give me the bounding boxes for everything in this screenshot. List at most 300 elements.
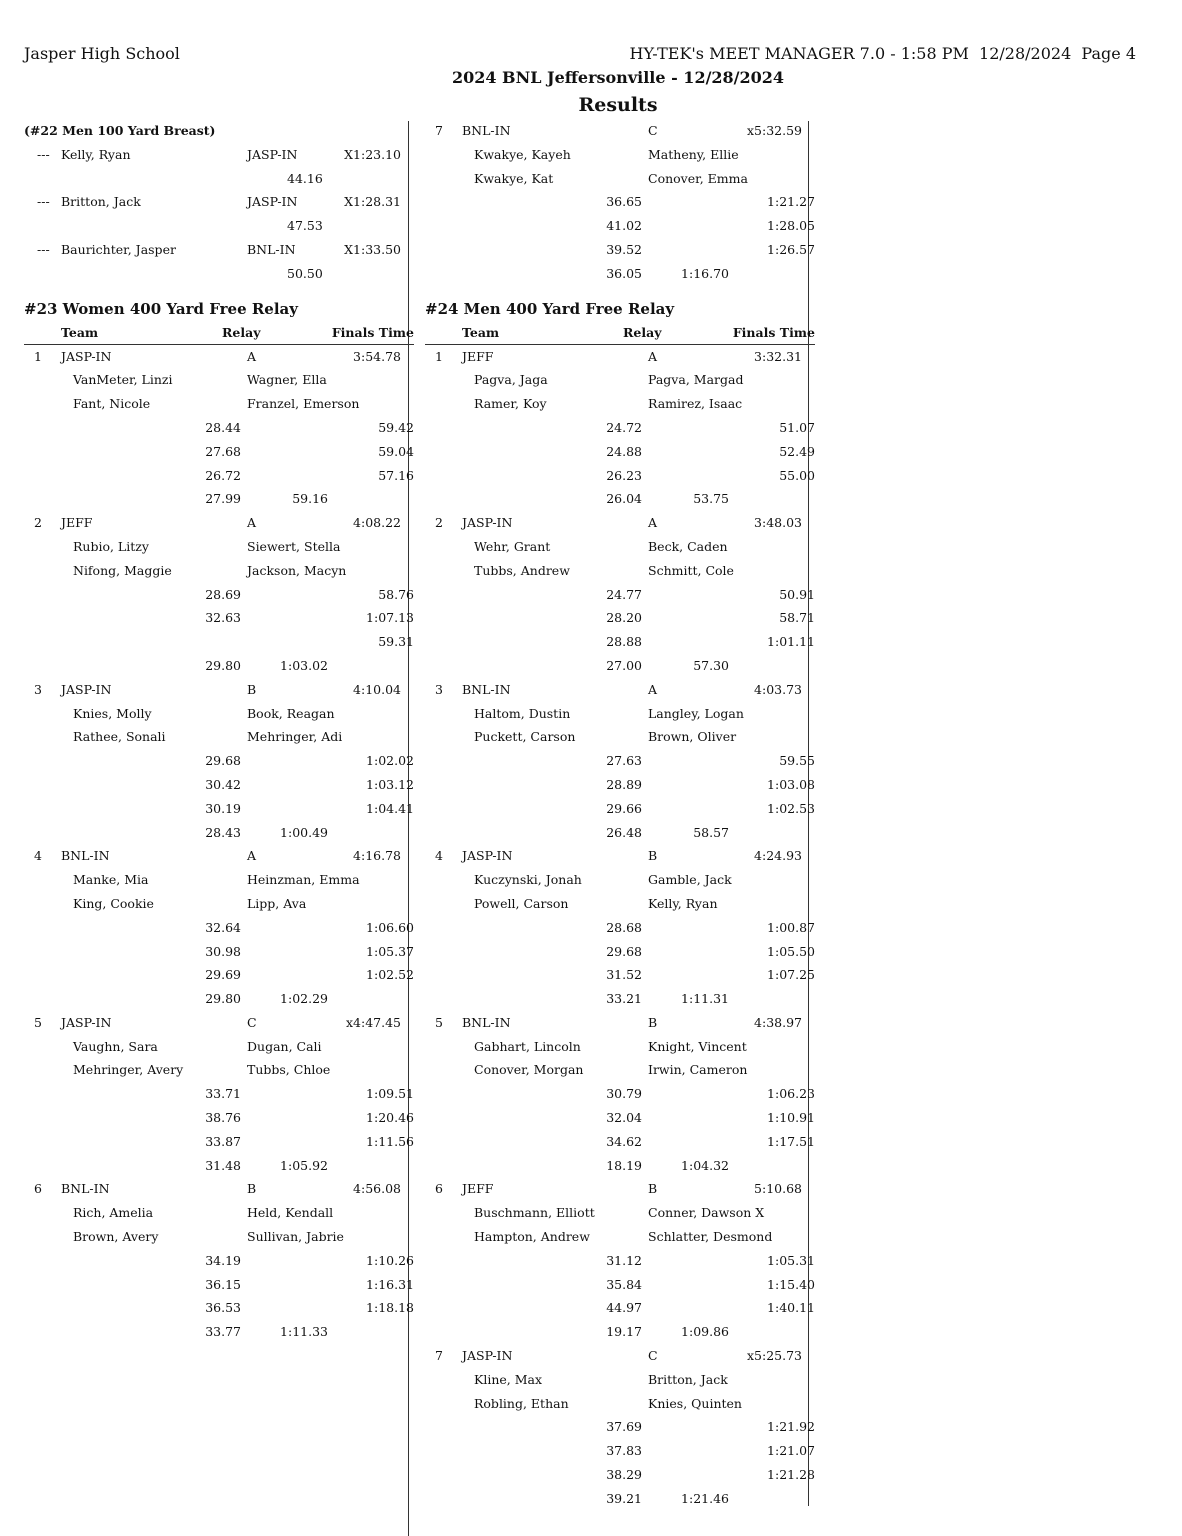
event-title-text: (#22 Men 100 Yard Breast)	[24, 123, 216, 138]
split-time: 28.43	[205, 824, 241, 840]
swimmer-1: Kuczynski, Jonah	[474, 872, 582, 888]
split-time: 26.23	[606, 467, 642, 483]
cumulative-split: 58.71	[779, 610, 815, 626]
finals-time: X1:33.50	[344, 241, 401, 257]
result-row	[425, 416, 815, 440]
result-row	[425, 583, 815, 607]
split-time: 33.21	[606, 991, 642, 1007]
finals-time: 4:16.78	[353, 848, 401, 864]
leg-time: 1:05.92	[280, 1157, 328, 1173]
result-row	[425, 725, 815, 749]
swimmer-4: Mehringer, Adi	[247, 729, 343, 745]
result-row	[425, 892, 815, 916]
split-time: 30.19	[205, 800, 241, 816]
cumulative-split: 1:40.11	[767, 1300, 815, 1316]
team-name: BNL-IN	[462, 681, 511, 697]
swimmer-3: Puckett, Carson	[474, 729, 576, 745]
team-name: JASP-IN	[247, 146, 298, 162]
split-time: 29.80	[205, 657, 241, 673]
relay-letter: A	[247, 515, 257, 531]
result-row	[425, 511, 815, 535]
team-name: JASP-IN	[462, 1348, 513, 1364]
cumulative-split: 1:03.12	[366, 776, 414, 792]
cumulative-split: 1:21.27	[767, 194, 815, 210]
place: 4	[435, 848, 443, 864]
result-row	[425, 678, 815, 702]
place: 2	[435, 515, 443, 531]
finals-time: 4:08.22	[353, 515, 401, 531]
result-row	[425, 238, 815, 262]
split-time: 47.53	[287, 218, 323, 234]
result-row	[425, 119, 815, 143]
split-time: 38.76	[205, 1110, 241, 1126]
swimmer-1: Manke, Mia	[73, 872, 149, 888]
cumulative-split: 1:17.51	[767, 1133, 815, 1149]
result-row	[24, 678, 414, 702]
result-row	[425, 167, 815, 191]
result-row	[24, 702, 414, 726]
swimmer-2: Gamble, Jack	[648, 872, 732, 888]
split-time: 33.87	[205, 1133, 241, 1149]
leg-time: 1:02.29	[280, 991, 328, 1007]
cumulative-split: 55.00	[779, 467, 815, 483]
split-time: 30.79	[606, 1086, 642, 1102]
result-row	[425, 821, 815, 845]
header-meet-manager: HY-TEK's MEET MANAGER 7.0 - 1:58 PM 12/28/2024 Page 4	[629, 44, 1136, 63]
result-row	[24, 654, 414, 678]
result-row	[425, 1487, 815, 1511]
swimmer-2: Matheny, Ellie	[648, 146, 739, 162]
team-name: JASP-IN	[462, 515, 513, 531]
result-row	[24, 1249, 414, 1273]
cumulative-split: 1:01.11	[767, 634, 815, 650]
event-title	[24, 298, 414, 322]
result-row	[425, 1320, 815, 1344]
split-time: 31.48	[205, 1157, 241, 1173]
split-time: 39.52	[606, 241, 642, 257]
result-row	[24, 583, 414, 607]
swimmer-3: Ramer, Koy	[474, 396, 547, 412]
cumulative-split: 1:07.13	[366, 610, 414, 626]
split-time: 35.84	[606, 1276, 642, 1292]
result-row	[24, 725, 414, 749]
split-time: 32.04	[606, 1110, 642, 1126]
swimmer-4: Schmitt, Cole	[648, 562, 734, 578]
split-time: 24.72	[606, 419, 642, 435]
split-time: 24.77	[606, 586, 642, 602]
result-row	[425, 1130, 815, 1154]
swimmer-3: Nifong, Maggie	[73, 562, 172, 578]
result-row	[24, 167, 414, 191]
header-school: Jasper High School	[24, 44, 180, 63]
split-time: 26.48	[606, 824, 642, 840]
swimmer-2: Conner, Dawson X	[648, 1205, 765, 1221]
team-name: BNL-IN	[462, 1014, 511, 1030]
swimmer-1: Gabhart, Lincoln	[474, 1038, 581, 1054]
place: ---	[37, 241, 50, 257]
result-row	[24, 1296, 414, 1320]
swimmer-3: Hampton, Andrew	[474, 1229, 590, 1245]
col-finals: Finals Time	[331, 324, 414, 340]
split-time: 29.68	[606, 943, 642, 959]
cumulative-split: 1:07.25	[767, 967, 815, 983]
result-row	[425, 606, 815, 630]
result-row	[24, 440, 414, 464]
result-row	[24, 749, 414, 773]
split-time: 18.19	[606, 1157, 642, 1173]
result-row	[24, 238, 414, 262]
swimmer-4: Lipp, Ava	[247, 895, 307, 911]
split-time: 44.16	[287, 170, 323, 186]
result-row	[24, 1058, 414, 1082]
split-time: 50.50	[287, 265, 323, 281]
cumulative-split: 1:09.51	[366, 1086, 414, 1102]
leg-time: 1:09.86	[681, 1324, 729, 1340]
team-name: JASP-IN	[61, 1014, 112, 1030]
cumulative-split: 1:05.37	[366, 943, 414, 959]
finals-time: x5:32.59	[747, 123, 802, 138]
cumulative-split: 1:06.23	[767, 1086, 815, 1102]
swimmer-name: Britton, Jack	[61, 194, 141, 210]
leg-time: 59.16	[292, 491, 328, 507]
leg-time: 1:16.70	[681, 265, 729, 281]
col-relay: Relay	[222, 324, 261, 340]
cumulative-split: 1:21.92	[767, 1419, 815, 1435]
result-row	[24, 1154, 414, 1178]
split-time: 24.88	[606, 443, 642, 459]
place: 7	[435, 123, 443, 138]
cumulative-split: 1:10.91	[767, 1110, 815, 1126]
cumulative-split: 1:02.53	[767, 800, 815, 816]
result-row	[425, 1177, 815, 1201]
split-time: 36.65	[606, 194, 642, 210]
swimmer-1: Rubio, Litzy	[73, 538, 149, 554]
result-row	[425, 1011, 815, 1035]
place: 7	[435, 1348, 443, 1364]
swimmer-4: Sullivan, Jabrie	[247, 1229, 344, 1245]
result-row	[425, 868, 815, 892]
relay-letter: B	[648, 1014, 658, 1030]
result-row	[425, 940, 815, 964]
team-name: JEFF	[462, 1181, 494, 1197]
result-row	[24, 1273, 414, 1297]
split-time: 28.20	[606, 610, 642, 626]
result-row	[425, 368, 815, 392]
relay-letter: A	[648, 681, 658, 697]
place: ---	[37, 146, 50, 162]
result-row	[24, 535, 414, 559]
result-row	[425, 987, 815, 1011]
swimmer-1: Pagva, Jaga	[474, 372, 548, 388]
swimmer-2: Siewert, Stella	[247, 538, 341, 554]
results-heading: Results	[578, 94, 658, 116]
split-time: 27.00	[606, 657, 642, 673]
cumulative-split: 1:02.02	[366, 753, 414, 769]
swimmer-3: King, Cookie	[73, 895, 154, 911]
result-row	[24, 963, 414, 987]
result-row	[24, 987, 414, 1011]
swimmer-name: Baurichter, Jasper	[61, 241, 176, 257]
result-row	[425, 392, 815, 416]
split-time: 41.02	[606, 218, 642, 234]
split-time: 27.68	[205, 443, 241, 459]
split-time: 27.63	[606, 753, 642, 769]
result-row	[425, 1058, 815, 1082]
swimmer-2: Wagner, Ella	[247, 372, 327, 388]
result-row	[24, 143, 414, 167]
swimmer-2: Beck, Caden	[648, 538, 728, 554]
team-name: BNL-IN	[61, 848, 110, 864]
cumulative-split: 1:15.40	[767, 1276, 815, 1292]
cumulative-split: 59.04	[378, 443, 414, 459]
result-row	[425, 1225, 815, 1249]
split-time: 29.80	[205, 991, 241, 1007]
finals-time: 5:10.68	[754, 1181, 802, 1197]
cumulative-split: 1:06.60	[366, 919, 414, 935]
split-time: 31.12	[606, 1252, 642, 1268]
relay-letter: A	[648, 348, 658, 364]
event-title	[425, 298, 815, 322]
swimmer-4: Jackson, Macyn	[247, 562, 347, 578]
col-relay: Relay	[623, 324, 662, 340]
cumulative-split: 59.42	[378, 419, 414, 435]
swimmer-1: VanMeter, Linzi	[73, 372, 173, 388]
result-row	[24, 1035, 414, 1059]
leg-time: 58.57	[693, 824, 729, 840]
result-row	[24, 821, 414, 845]
result-row	[425, 1082, 815, 1106]
result-row	[24, 464, 414, 488]
split-time: 36.15	[205, 1276, 241, 1292]
swimmer-4: Knies, Quinten	[648, 1395, 742, 1411]
result-row	[24, 1082, 414, 1106]
swimmer-2: Langley, Logan	[648, 705, 744, 721]
place: 1	[34, 348, 42, 364]
result-row	[24, 892, 414, 916]
left-column	[24, 119, 414, 1344]
swimmer-4: Kelly, Ryan	[648, 895, 718, 911]
result-row	[24, 392, 414, 416]
team-name: JEFF	[61, 515, 93, 531]
result-row	[24, 190, 414, 214]
result-row	[24, 1320, 414, 1344]
leg-time: 1:21.46	[681, 1490, 729, 1506]
team-name: JASP-IN	[462, 848, 513, 864]
swimmer-3: Rathee, Sonali	[73, 729, 166, 745]
team-name: BNL-IN	[247, 241, 296, 257]
split-time: 19.17	[606, 1324, 642, 1340]
result-row	[425, 214, 815, 238]
cumulative-split: 1:18.18	[366, 1300, 414, 1316]
result-row	[425, 630, 815, 654]
swimmer-2: Pagva, Margad	[648, 372, 744, 388]
result-row	[24, 416, 414, 440]
finals-time: 4:10.04	[353, 681, 401, 697]
relay-letter: A	[247, 848, 257, 864]
place: ---	[37, 194, 50, 210]
split-time: 37.69	[606, 1419, 642, 1435]
swimmer-4: Ramirez, Isaac	[648, 396, 743, 412]
result-row	[425, 464, 815, 488]
split-time: 37.83	[606, 1443, 642, 1459]
split-time: 26.04	[606, 491, 642, 507]
result-row	[24, 1201, 414, 1225]
result-row	[425, 702, 815, 726]
finals-time: 3:32.31	[754, 348, 802, 364]
cumulative-split: 1:05.31	[767, 1252, 815, 1268]
team-name: JASP-IN	[61, 681, 112, 697]
swimmer-1: Knies, Molly	[73, 705, 152, 721]
split-time: 28.69	[205, 586, 241, 602]
team-name: JEFF	[462, 348, 494, 364]
finals-time: 4:38.97	[754, 1014, 802, 1030]
swimmer-1: Kwakye, Kayeh	[474, 146, 571, 162]
swimmer-2: Held, Kendall	[247, 1205, 334, 1221]
result-row	[425, 654, 815, 678]
split-time: 26.72	[205, 467, 241, 483]
cumulative-split: 58.76	[378, 586, 414, 602]
split-time: 31.52	[606, 967, 642, 983]
result-row	[425, 535, 815, 559]
finals-time: X1:28.31	[344, 194, 401, 210]
result-row	[425, 1201, 815, 1225]
leg-time: 53.75	[693, 491, 729, 507]
leg-time: 1:03.02	[280, 657, 328, 673]
place: 5	[435, 1014, 443, 1030]
swimmer-3: Kwakye, Kat	[474, 170, 554, 186]
place: 6	[435, 1181, 443, 1197]
col-team: Team	[61, 324, 99, 340]
result-row	[425, 1392, 815, 1416]
cumulative-split: 59.55	[779, 753, 815, 769]
result-row	[24, 1011, 414, 1035]
result-row	[425, 1273, 815, 1297]
swimmer-4: Franzel, Emerson	[247, 396, 360, 412]
relay-letter: B	[648, 1181, 658, 1197]
event-title-text: #24 Men 400 Yard Free Relay	[425, 299, 675, 318]
split-time: 29.69	[205, 967, 241, 983]
cumulative-split: 1:05.50	[767, 943, 815, 959]
place: 1	[435, 348, 443, 364]
split-time: 28.88	[606, 634, 642, 650]
column-header-row	[24, 322, 414, 345]
swimmer-1: Kline, Max	[474, 1371, 543, 1387]
place: 3	[34, 681, 42, 697]
team-name: BNL-IN	[61, 1181, 110, 1197]
finals-time: 3:48.03	[754, 515, 802, 531]
swimmer-4: Tubbs, Chloe	[247, 1062, 331, 1078]
result-row	[425, 1415, 815, 1439]
cumulative-split: 1:10.26	[366, 1252, 414, 1268]
leg-time: 1:00.49	[280, 824, 328, 840]
cumulative-split: 1:11.56	[366, 1133, 414, 1149]
result-row	[24, 262, 414, 286]
cumulative-split: 1:20.46	[366, 1110, 414, 1126]
swimmer-2: Book, Reagan	[247, 705, 335, 721]
result-row	[24, 773, 414, 797]
leg-time: 1:11.31	[681, 991, 729, 1007]
place: 2	[34, 515, 42, 531]
result-row	[425, 345, 815, 369]
result-row	[24, 916, 414, 940]
result-row	[24, 630, 414, 654]
split-time: 28.68	[606, 919, 642, 935]
leg-time: 1:04.32	[681, 1157, 729, 1173]
relay-letter: A	[247, 348, 257, 364]
result-row	[24, 1225, 414, 1249]
relay-letter: A	[648, 515, 658, 531]
place: 4	[34, 848, 42, 864]
result-row	[24, 797, 414, 821]
result-row	[425, 440, 815, 464]
place: 6	[34, 1181, 42, 1197]
meet-title: 2024 BNL Jeffersonville - 12/28/2024	[451, 68, 785, 87]
swimmer-4: Conover, Emma	[648, 170, 748, 186]
finals-time: 4:03.73	[754, 681, 802, 697]
swimmer-4: Schlatter, Desmond	[648, 1229, 773, 1245]
result-row	[425, 1249, 815, 1273]
cumulative-split: 1:21.28	[767, 1467, 815, 1483]
relay-letter: C	[247, 1014, 257, 1030]
cumulative-split: 51.07	[779, 419, 815, 435]
result-row	[24, 559, 414, 583]
cumulative-split: 52.49	[779, 443, 815, 459]
result-row	[425, 773, 815, 797]
result-row	[24, 1106, 414, 1130]
result-row	[425, 749, 815, 773]
team-name: JASP-IN	[61, 348, 112, 364]
right-column	[425, 119, 815, 1511]
swimmer-1: Haltom, Dustin	[474, 705, 571, 721]
result-row	[425, 916, 815, 940]
swimmer-3: Robling, Ethan	[474, 1395, 569, 1411]
split-time: 30.42	[205, 776, 241, 792]
split-time: 30.98	[205, 943, 241, 959]
result-row	[425, 797, 815, 821]
split-time: 29.68	[205, 753, 241, 769]
swimmer-2: Dugan, Cali	[247, 1038, 322, 1054]
result-row	[425, 487, 815, 511]
relay-letter: B	[247, 1181, 257, 1197]
split-time: 44.97	[606, 1300, 642, 1316]
cumulative-split: 59.31	[378, 634, 414, 650]
result-row	[425, 262, 815, 286]
result-row	[24, 844, 414, 868]
team-name: JASP-IN	[247, 194, 298, 210]
relay-letter: C	[648, 123, 658, 138]
swimmer-2: Heinzman, Emma	[247, 872, 360, 888]
finals-time: 3:54.78	[353, 348, 401, 364]
split-time: 36.05	[606, 265, 642, 281]
leg-time: 57.30	[693, 657, 729, 673]
relay-letter: C	[648, 1348, 658, 1364]
result-row	[425, 1439, 815, 1463]
split-time: 29.66	[606, 800, 642, 816]
col-team: Team	[462, 324, 500, 340]
cumulative-split: 1:04.41	[366, 800, 414, 816]
result-row	[425, 1154, 815, 1178]
result-row	[425, 1296, 815, 1320]
finals-time: X1:23.10	[344, 146, 401, 162]
result-row	[425, 1344, 815, 1368]
swimmer-1: Wehr, Grant	[474, 538, 551, 554]
finals-time: x5:25.73	[747, 1348, 802, 1364]
swimmer-3: Conover, Morgan	[474, 1062, 584, 1078]
spacer	[24, 286, 414, 298]
swimmer-1: Buschmann, Elliott	[474, 1205, 595, 1221]
split-time: 28.89	[606, 776, 642, 792]
cumulative-split: 1:26.57	[767, 241, 815, 257]
